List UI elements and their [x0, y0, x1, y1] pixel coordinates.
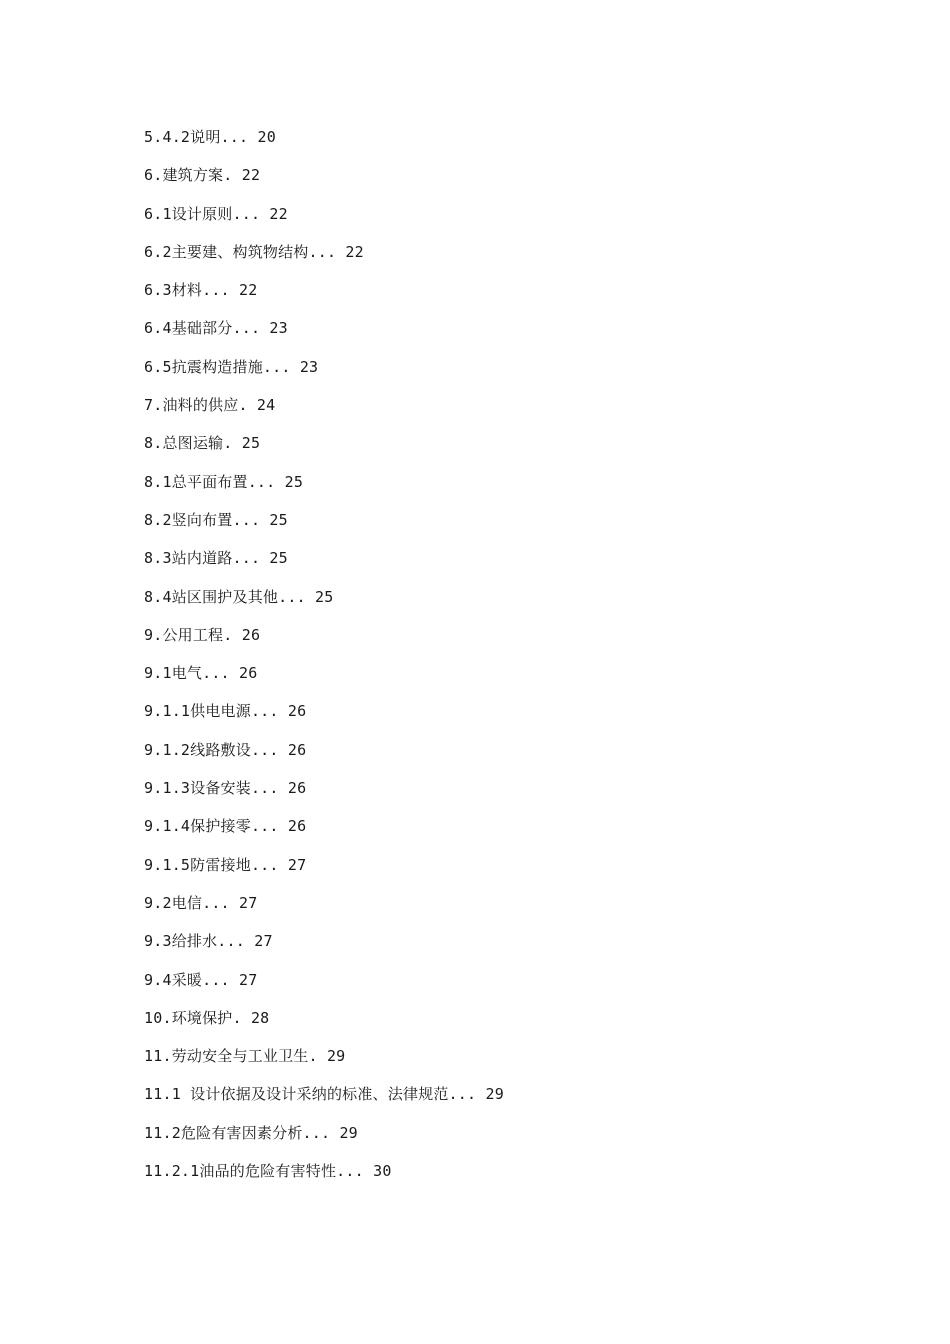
toc-entry[interactable]: 9.4采暖... 27 [144, 970, 258, 989]
toc-entry[interactable]: 9.1.4保护接零... 26 [144, 817, 307, 836]
toc-entry[interactable]: 8.总图运输. 25 [144, 434, 261, 453]
toc-entry[interactable]: 8.4站区围护及其他... 25 [144, 587, 334, 606]
toc-entry[interactable]: 6.3材料... 22 [144, 281, 258, 300]
toc-entry[interactable]: 8.1总平面布置... 25 [144, 472, 304, 491]
toc-entry[interactable]: 8.2竖向布置... 25 [144, 510, 288, 529]
toc-entry[interactable]: 9.1.5防雷接地... 27 [144, 855, 307, 874]
toc-entry[interactable]: 5.4.2说明... 20 [144, 128, 276, 146]
table-of-contents [144, 126, 504, 1198]
toc-entry[interactable]: 8.3站内道路... 25 [144, 549, 288, 568]
toc-entry[interactable]: 6.建筑方案. 22 [144, 166, 261, 185]
toc-entry[interactable]: 11.1 设计依据及设计采纳的标准、法律规范... 29 [144, 1085, 504, 1104]
toc-entry[interactable]: 9.1.2线路敷设... 26 [144, 740, 307, 759]
toc-entry[interactable]: 11.2危险有害因素分析... 29 [144, 1123, 358, 1142]
toc-entry[interactable]: 6.1设计原则... 22 [144, 204, 288, 223]
toc-entry[interactable]: 11.2.1油品的危险有害特性... 30 [144, 1162, 392, 1181]
toc-entry[interactable]: 9.2电信... 27 [144, 893, 258, 912]
toc-entry[interactable]: 9.1电气... 26 [144, 664, 258, 683]
toc-entry[interactable]: 6.4基础部分... 23 [144, 319, 288, 338]
toc-entry[interactable]: 6.5抗震构造措施... 23 [144, 357, 319, 376]
toc-entry[interactable]: 6.2主要建、构筑物结构... 22 [144, 242, 364, 261]
toc-entry[interactable]: 11.劳动安全与工业卫生. 29 [144, 1047, 346, 1066]
toc-entry[interactable]: 9.1.3设备安装... 26 [144, 779, 307, 798]
toc-entry[interactable]: 7.油料的供应. 24 [144, 396, 276, 415]
toc-entry[interactable]: 9.公用工程. 26 [144, 625, 261, 644]
toc-entry[interactable]: 9.1.1供电电源... 26 [144, 702, 307, 721]
toc-entry[interactable]: 10.环境保护. 28 [144, 1008, 270, 1027]
toc-entry[interactable]: 9.3给排水... 27 [144, 932, 273, 951]
